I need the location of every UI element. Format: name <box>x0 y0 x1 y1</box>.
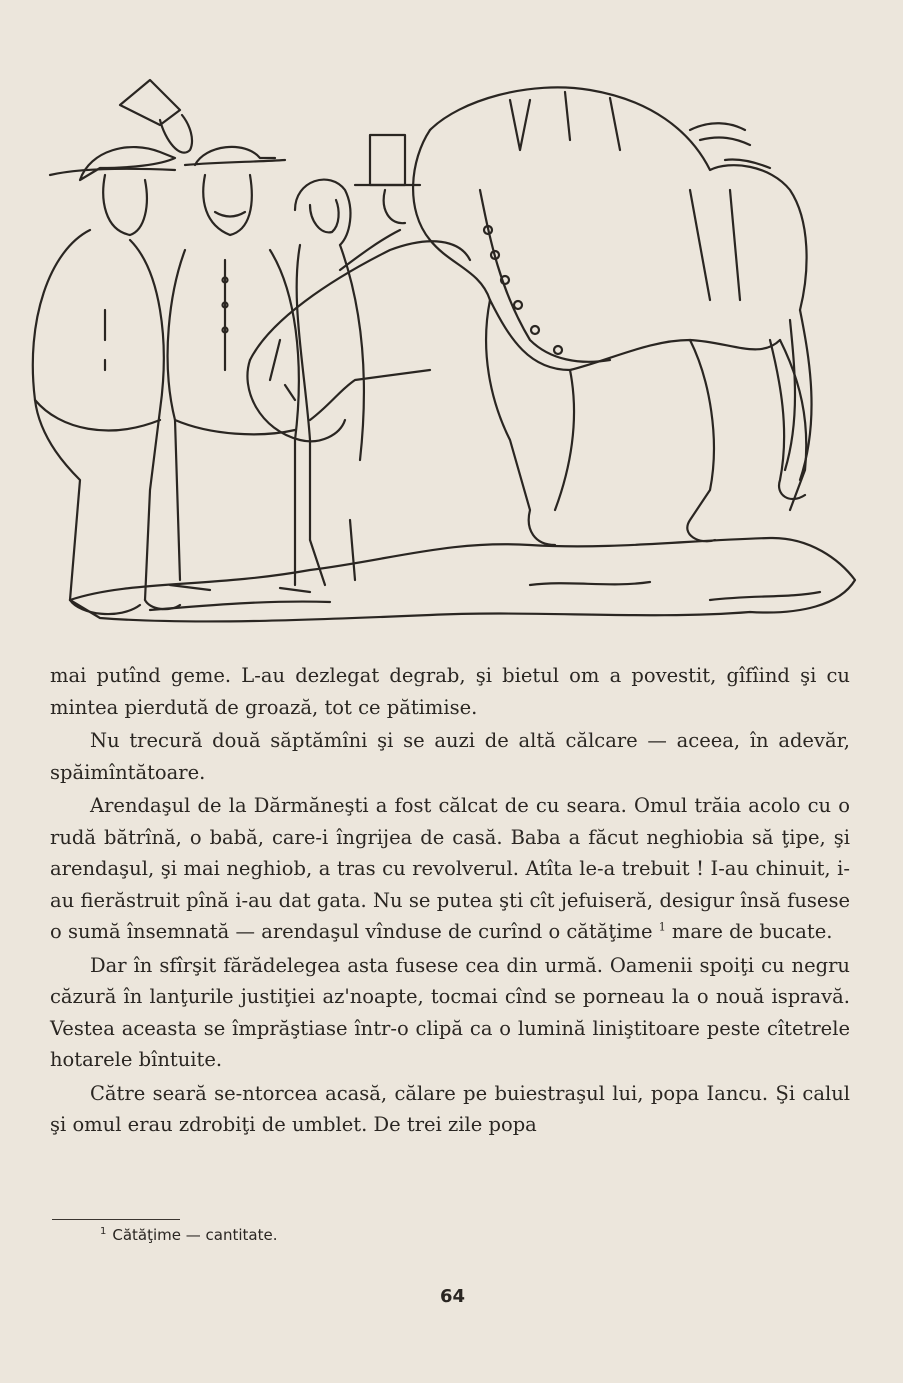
villagers-horses-icon <box>10 40 870 640</box>
paragraph-4: Dar în sfîrşit fărădelegea asta fusese cea din urmă. Oamenii spoiţi cu negru căzură în lanţurile justiţiei az'noapte, tocmai cînd se porneau la o nouă ispravă. Vestea aceasta se împrăştiase într-o clipă ca o lumină liniştitoare peste cîtetrele hotarele bîntuite. <box>50 953 850 1071</box>
footnote-marker: 1 <box>100 1226 107 1237</box>
paragraph-1: mai putînd geme. L-au dezlegat degrab, şi bietul om a povestit, gîfîind şi cu mintea pierdută de groază, tot ce pătimise. <box>50 664 850 719</box>
footnote-divider <box>52 1219 180 1220</box>
ink-illustration <box>10 40 870 640</box>
page-number: 64 <box>440 1286 466 1307</box>
footnote-text: Cătăţime — cantitate. <box>112 1226 278 1244</box>
paragraph-2: Nu trecură două săptămîni şi se auzi de altă călcare — aceea, în adevăr, spăimîntătoare. <box>50 729 850 784</box>
footnote-ref: 1 <box>658 920 666 934</box>
paragraph-3-text-after: mare de bucate. <box>665 920 833 943</box>
paragraph-3-text-before: Arendaşul de la Dărmăneşti a fost călcat de cu seara. Omul trăia acolo cu o rudă bătrînă, o babă, care-i îngrijea de casă. Baba a făcut neghiobia să ţipe, şi arendaşul, şi mai neghiob, a tras cu revolverul. Atîta le-a trebuit ! I-au chinuit, i-au fierăstruit pînă i-au dat gata. Nu se putea şti cît jefuiseră, desigur însă fusese o sumă însemnată — arendaşul vînduse de curînd o cătăţime <box>50 794 850 943</box>
paragraph-3 <box>50 790 850 948</box>
body-text <box>50 660 850 1143</box>
footnote <box>100 1226 278 1244</box>
paragraph-5: Către seară se-ntorcea acasă, călare pe buiestraşul lui, popa Iancu. Şi calul şi omul erau zdrobiţi de umblet. De trei zile popa <box>50 1081 850 1136</box>
